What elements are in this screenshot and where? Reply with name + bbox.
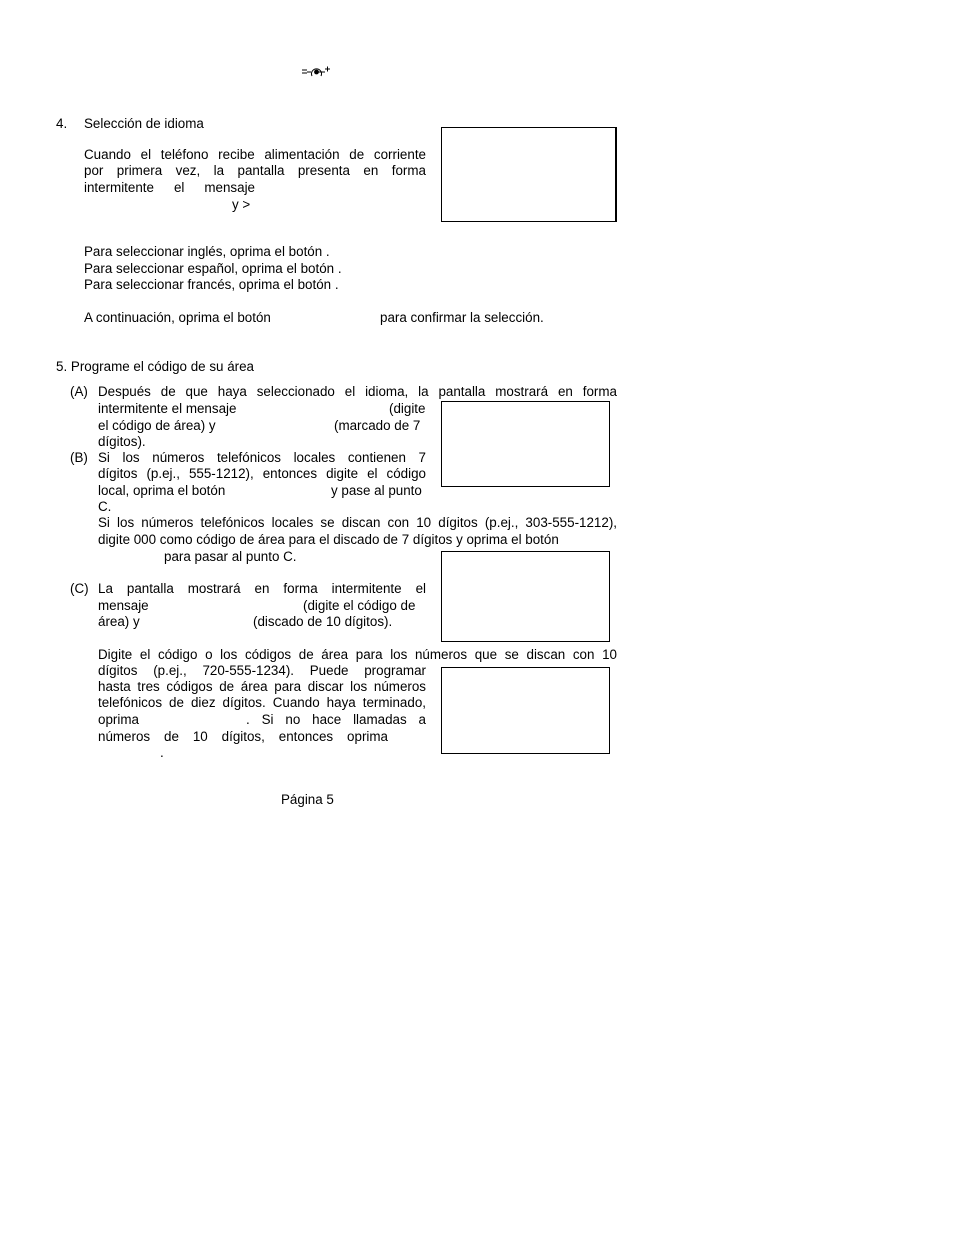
display-screen-box xyxy=(441,127,617,222)
step5-c-line: oprima xyxy=(98,712,139,727)
step5-c-line: Digite el código o los códigos de área para los números que se discan con 10 xyxy=(98,647,617,662)
step5-b-line: digite 000 como código de área para el discado de 7 dígitos y oprima el botón xyxy=(98,532,559,547)
step5-c-line: (discado de 10 dígitos). xyxy=(253,614,393,629)
step5-c-line: números de 10 dígitos, entonces oprima xyxy=(98,729,388,744)
step5-a-line: el código de área) y xyxy=(98,418,216,433)
step5-title: 5. Programe el código de su área xyxy=(56,359,255,374)
step4-number: 4. xyxy=(56,116,68,131)
language-option-english: Para seleccionar inglés, oprima el botón . xyxy=(84,244,330,259)
step5-a-line: intermitente el mensaje xyxy=(98,401,237,416)
step5-c-line: dígitos (p.ej., 720-555-1234). Puede programar xyxy=(98,663,426,678)
step4-para-line: intermitente el mensaje xyxy=(84,180,255,195)
display-screen-box xyxy=(441,667,610,754)
display-screen-box xyxy=(441,401,610,487)
language-option-spanish: Para seleccionar español, oprima el botón . xyxy=(84,261,342,276)
step5-c-line: mensaje xyxy=(98,598,149,613)
step5-c-line: (digite el código de xyxy=(303,598,416,613)
step4-para-line: Cuando el teléfono recibe alimentación de corriente xyxy=(84,147,426,162)
step5-c-line: área) y xyxy=(98,614,140,629)
step5-b-line: y pase al punto xyxy=(331,483,422,498)
step5-b-line: C. xyxy=(98,499,112,514)
step5-b-label: (B) xyxy=(70,450,88,465)
step5-b-line: Si los números telefónicos locales contienen 7 xyxy=(98,450,426,465)
step4-para-line: por primera vez, la pantalla presenta en forma xyxy=(84,163,426,178)
step4-para-end: y > xyxy=(232,197,251,212)
step5-a-line: (digite xyxy=(389,401,426,416)
step5-c-line: telefónicos de diez dígitos. Cuando haya terminado, xyxy=(98,695,426,710)
confirm-text-right: para confirmar la selección. xyxy=(380,310,544,325)
step4-title: Selección de idioma xyxy=(84,116,204,131)
dc-polarity-icon xyxy=(300,64,332,80)
display-screen-box xyxy=(441,551,610,642)
step5-b-line: Si los números telefónicos locales se discan con 10 dígitos (p.ej., 303-555-1212), xyxy=(98,515,617,530)
step5-a-label: (A) xyxy=(70,384,88,399)
step5-c-line: . xyxy=(160,745,164,760)
step5-c-line: hasta tres códigos de área para discar los números xyxy=(98,679,426,694)
page-number: Página 5 xyxy=(281,792,334,807)
step5-b-line: local, oprima el botón xyxy=(98,483,226,498)
step5-c-line: . Si no hace llamadas a xyxy=(246,712,426,727)
step5-a-line: (marcado de 7 xyxy=(334,418,421,433)
language-option-french: Para seleccionar francés, oprima el botón . xyxy=(84,277,339,292)
step5-c-line: La pantalla mostrará en forma intermitente el xyxy=(98,581,426,596)
confirm-text-left: A continuación, oprima el botón xyxy=(84,310,271,325)
step5-b-line: para pasar al punto C. xyxy=(164,549,297,564)
step5-c-label: (C) xyxy=(70,581,89,596)
step5-a-line: Después de que haya seleccionado el idioma, la pantalla mostrará en forma xyxy=(98,384,617,399)
step5-b-line: dígitos (p.ej., 555-1212), entonces digite el código xyxy=(98,466,426,481)
step5-a-line: dígitos). xyxy=(98,434,146,449)
